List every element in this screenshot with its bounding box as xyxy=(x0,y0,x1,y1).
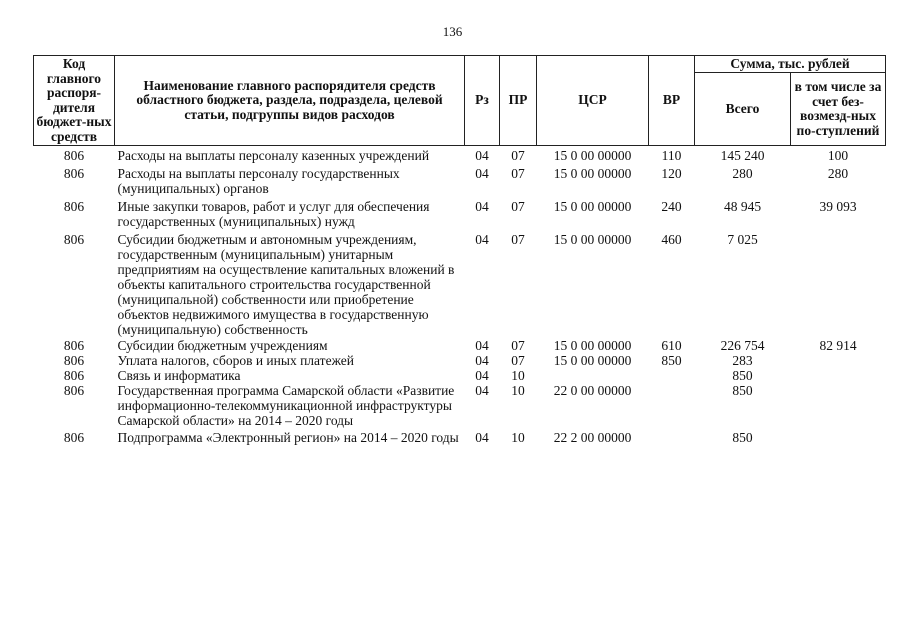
table-row xyxy=(34,197,886,230)
cell-free: 82 914 xyxy=(819,338,857,353)
cell-csr: 15 0 00 00000 xyxy=(553,353,632,368)
cell-csr: 22 0 00 00000 xyxy=(553,383,632,398)
cell-free xyxy=(791,368,886,383)
cell-vr xyxy=(649,383,695,428)
budget-table xyxy=(33,55,886,446)
cell-name: Субсидии бюджетным и автономным учреждениям, государственным (муниципальным) унитарным предприятиям на осуществление капитальных вложений в объекты капитального строительства государственной (муниципальной) собственности или приобретение объектов недвижимого имущества в государственную (муниципальную) собственность xyxy=(117,232,455,337)
cell-csr: 15 0 00 00000 xyxy=(553,166,632,181)
table-row xyxy=(34,383,886,428)
cell-vr: 460 xyxy=(661,232,682,247)
cell-code: 806 xyxy=(63,338,85,353)
cell-name: Государственная программа Самарской области «Развитие информационно-телекоммуникационной инфраструктуры Самарской области» на 2014 – 2020 годы xyxy=(117,383,455,428)
cell-name: Уплата налогов, сборов и иных платежей xyxy=(117,353,354,368)
header-code: Код главного распоря-дителя бюджет-ных средств xyxy=(34,56,115,146)
table-row xyxy=(34,164,886,197)
header-free: в том числе за счет без-возмезд-ных по-ступлений xyxy=(791,73,886,146)
cell-vr: 850 xyxy=(661,353,682,368)
cell-free xyxy=(791,383,886,428)
cell-code: 806 xyxy=(63,199,85,214)
cell-pr: 07 xyxy=(511,199,525,214)
header-sum: Сумма, тыс. рублей xyxy=(695,56,886,73)
cell-total: 226 754 xyxy=(720,338,765,353)
cell-total: 850 xyxy=(732,430,753,445)
cell-vr: 120 xyxy=(661,166,682,181)
cell-pr: 07 xyxy=(511,166,525,181)
table-row xyxy=(34,368,886,383)
cell-name: Иные закупки товаров, работ и услуг для обеспечения государственных (муниципальных) нужд xyxy=(117,199,430,229)
cell-total: 7 025 xyxy=(727,232,758,247)
table-body xyxy=(34,146,886,447)
cell-vr: 610 xyxy=(661,338,682,353)
cell-name: Расходы на выплаты персоналу казенных учреждений xyxy=(117,148,430,163)
cell-name: Расходы на выплаты персоналу государственных (муниципальных) органов xyxy=(117,166,400,196)
cell-free xyxy=(791,230,886,338)
header-vr: ВР xyxy=(649,56,695,146)
header-total: Всего xyxy=(695,73,791,146)
cell-free: 39 093 xyxy=(819,199,857,214)
cell-rz: 04 xyxy=(475,430,489,445)
cell-pr: 10 xyxy=(511,368,525,383)
cell-rz: 04 xyxy=(475,368,489,383)
cell-code: 806 xyxy=(63,368,85,383)
cell-csr: 15 0 00 00000 xyxy=(553,199,632,214)
table-row xyxy=(34,353,886,368)
cell-csr xyxy=(537,368,649,383)
header-pr: ПР xyxy=(500,56,537,146)
table-row xyxy=(34,146,886,165)
cell-rz: 04 xyxy=(475,199,489,214)
cell-rz: 04 xyxy=(475,148,489,163)
cell-rz: 04 xyxy=(475,383,489,398)
cell-total: 283 xyxy=(732,353,753,368)
table-row xyxy=(34,338,886,353)
cell-code: 806 xyxy=(63,383,85,398)
cell-total: 48 945 xyxy=(723,199,762,214)
cell-vr xyxy=(649,368,695,383)
header-rz: Рз xyxy=(465,56,500,146)
table-header xyxy=(34,56,886,146)
cell-total: 280 xyxy=(732,166,753,181)
cell-total: 145 240 xyxy=(720,148,765,163)
cell-code: 806 xyxy=(63,232,85,247)
cell-free: 100 xyxy=(827,148,849,163)
header-name: Наименование главного распорядителя средств областного бюджета, раздела, подраздела, целевой статьи, подгруппы видов расходов xyxy=(115,56,465,146)
cell-total: 850 xyxy=(732,383,753,398)
cell-code: 806 xyxy=(63,148,85,163)
cell-pr: 07 xyxy=(511,148,525,163)
header-csr: ЦСР xyxy=(537,56,649,146)
cell-rz: 04 xyxy=(475,232,489,247)
cell-total: 850 xyxy=(732,368,753,383)
cell-name: Подпрограмма «Электронный регион» на 2014 – 2020 годы xyxy=(117,430,459,445)
cell-code: 806 xyxy=(63,430,85,445)
cell-pr: 07 xyxy=(511,353,525,368)
cell-csr: 15 0 00 00000 xyxy=(553,148,632,163)
table-row xyxy=(34,428,886,446)
cell-pr: 07 xyxy=(511,232,525,247)
cell-name: Связь и информатика xyxy=(117,368,241,383)
cell-code: 806 xyxy=(63,166,85,181)
cell-pr: 07 xyxy=(511,338,525,353)
cell-rz: 04 xyxy=(475,338,489,353)
cell-free xyxy=(791,353,886,368)
table-row xyxy=(34,230,886,338)
cell-code: 806 xyxy=(63,353,85,368)
cell-name: Субсидии бюджетным учреждениям xyxy=(117,338,328,353)
cell-vr: 110 xyxy=(661,148,682,163)
cell-rz: 04 xyxy=(475,166,489,181)
cell-pr: 10 xyxy=(511,383,525,398)
cell-pr: 10 xyxy=(511,430,525,445)
cell-vr xyxy=(649,428,695,446)
page-number: 136 xyxy=(442,24,463,39)
cell-rz: 04 xyxy=(475,353,489,368)
cell-free: 280 xyxy=(827,166,849,181)
cell-csr: 15 0 00 00000 xyxy=(553,338,632,353)
cell-vr: 240 xyxy=(661,199,682,214)
cell-free xyxy=(791,428,886,446)
cell-csr: 15 0 00 00000 xyxy=(553,232,632,247)
cell-csr: 22 2 00 00000 xyxy=(553,430,632,445)
